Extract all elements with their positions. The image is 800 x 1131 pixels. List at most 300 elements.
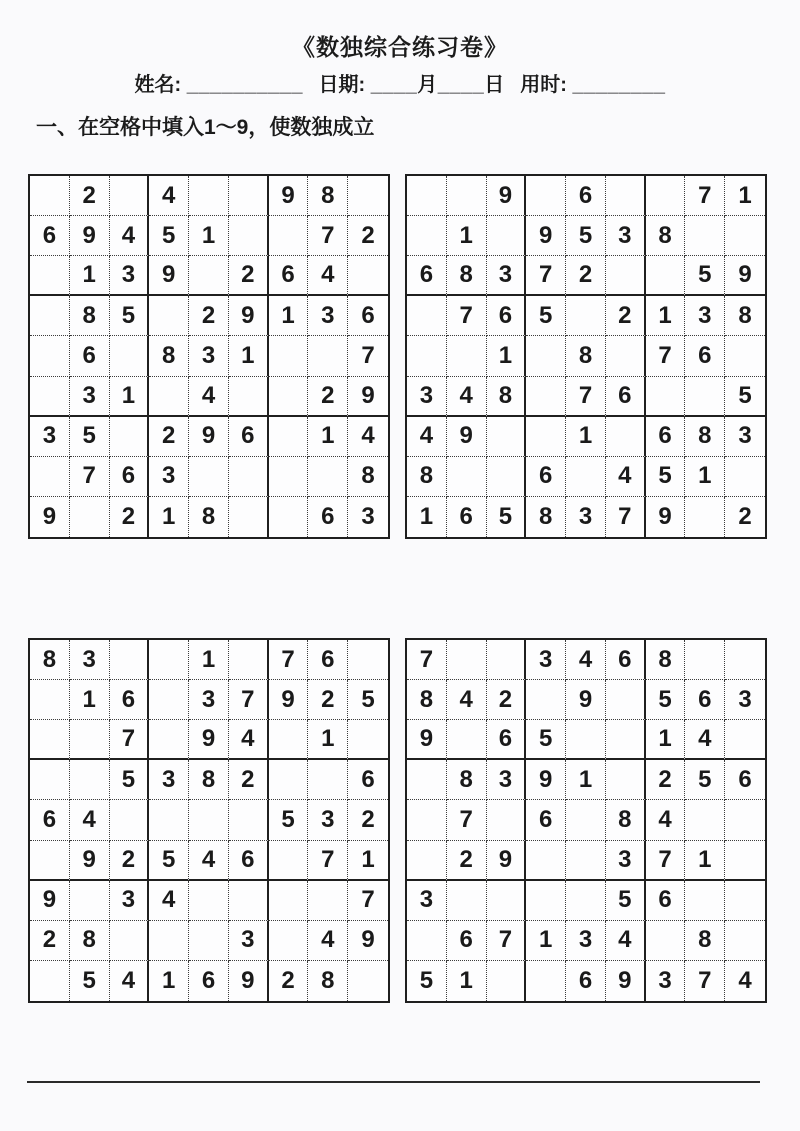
name-blank-field[interactable]: __________ — [186, 74, 303, 96]
sudoku-cell-empty[interactable] — [269, 760, 309, 800]
sudoku-cell-given: 4 — [149, 881, 189, 921]
sudoku-cell-given: 9 — [70, 216, 110, 256]
sudoku-cell-given: 1 — [487, 336, 527, 376]
sudoku-cell-empty[interactable] — [646, 377, 686, 417]
sudoku-cell-given: 2 — [229, 760, 269, 800]
sudoku-cell-given: 7 — [685, 961, 725, 1001]
sudoku-cell-empty[interactable] — [229, 176, 269, 216]
sudoku-cell-given: 9 — [447, 417, 487, 457]
sudoku-cell-given: 7 — [269, 640, 309, 680]
sudoku-cell-given: 8 — [685, 417, 725, 457]
sudoku-cell-given: 8 — [189, 497, 229, 537]
sudoku-cell-given: 3 — [189, 680, 229, 720]
sudoku-cell-given: 3 — [229, 921, 269, 961]
sudoku-cell-given: 2 — [229, 256, 269, 296]
sudoku-cell-given: 6 — [229, 841, 269, 881]
sudoku-cell-empty[interactable] — [725, 336, 765, 376]
sudoku-cell-given: 8 — [646, 216, 686, 256]
sudoku-cell-empty[interactable] — [189, 881, 229, 921]
sudoku-cell-given: 6 — [189, 961, 229, 1001]
sudoku-cell-given: 8 — [70, 296, 110, 336]
sudoku-cell-given: 1 — [348, 841, 388, 881]
sudoku-cell-empty[interactable] — [229, 216, 269, 256]
sudoku-cell-empty[interactable] — [229, 497, 269, 537]
sudoku-cell-empty[interactable] — [110, 640, 150, 680]
sudoku-cell-empty[interactable] — [606, 680, 646, 720]
sudoku-cell-given: 3 — [566, 921, 606, 961]
sudoku-cell-empty[interactable] — [308, 881, 348, 921]
sudoku-cell-given: 5 — [269, 800, 309, 840]
sudoku-cell-given: 8 — [646, 640, 686, 680]
sudoku-cell-given: 1 — [447, 961, 487, 1001]
sudoku-cell-empty[interactable] — [70, 497, 110, 537]
sudoku-cell-given: 9 — [646, 497, 686, 537]
sudoku-cell-empty[interactable] — [70, 760, 110, 800]
sudoku-cell-given: 4 — [110, 961, 150, 1001]
sudoku-cell-given: 2 — [269, 961, 309, 1001]
sudoku-cell-given: 6 — [646, 881, 686, 921]
sudoku-cell-given: 9 — [30, 881, 70, 921]
sudoku-cell-empty[interactable] — [526, 377, 566, 417]
sudoku-cell-given: 6 — [685, 680, 725, 720]
sudoku-cell-empty[interactable] — [269, 336, 309, 376]
sudoku-cell-empty[interactable] — [725, 720, 765, 760]
sudoku-cell-empty[interactable] — [30, 760, 70, 800]
sudoku-cell-empty[interactable] — [110, 800, 150, 840]
sudoku-cell-empty[interactable] — [646, 921, 686, 961]
sudoku-cell-given: 6 — [308, 497, 348, 537]
sudoku-cell-empty[interactable] — [269, 881, 309, 921]
sudoku-cell-empty[interactable] — [725, 881, 765, 921]
sudoku-cell-given: 4 — [348, 417, 388, 457]
sudoku-cell-empty[interactable] — [30, 720, 70, 760]
sudoku-cell-empty[interactable] — [30, 256, 70, 296]
sudoku-cell-given: 7 — [308, 216, 348, 256]
sudoku-cell-given: 9 — [487, 841, 527, 881]
sudoku-cell-given: 8 — [348, 457, 388, 497]
sudoku-cell-given: 2 — [606, 296, 646, 336]
sudoku-cell-given: 1 — [566, 760, 606, 800]
sudoku-cell-given: 6 — [487, 296, 527, 336]
sudoku-cell-given: 7 — [348, 336, 388, 376]
sudoku-cell-given: 6 — [110, 680, 150, 720]
sudoku-cell-given: 3 — [646, 961, 686, 1001]
sudoku-cell-empty[interactable] — [447, 640, 487, 680]
sudoku-cell-empty[interactable] — [447, 176, 487, 216]
sudoku-cell-empty[interactable] — [110, 176, 150, 216]
sudoku-cell-empty[interactable] — [70, 720, 110, 760]
sudoku-cell-given: 1 — [189, 216, 229, 256]
sudoku-cell-empty[interactable] — [110, 417, 150, 457]
sudoku-cell-given: 5 — [725, 377, 765, 417]
sudoku-cell-empty[interactable] — [606, 176, 646, 216]
sudoku-cell-given: 3 — [70, 377, 110, 417]
sudoku-cell-empty[interactable] — [30, 457, 70, 497]
sudoku-cell-empty[interactable] — [269, 497, 309, 537]
sudoku-cell-empty[interactable] — [269, 841, 309, 881]
sudoku-cell-empty[interactable] — [447, 881, 487, 921]
sudoku-cell-given: 9 — [348, 921, 388, 961]
sudoku-cell-given: 1 — [70, 256, 110, 296]
sudoku-cell-empty[interactable] — [229, 457, 269, 497]
sudoku-cell-given: 1 — [646, 720, 686, 760]
sudoku-cell-empty[interactable] — [348, 640, 388, 680]
sudoku-cell-given: 6 — [526, 457, 566, 497]
sudoku-cell-empty[interactable] — [229, 881, 269, 921]
sudoku-cell-empty[interactable] — [30, 841, 70, 881]
sudoku-cell-given: 4 — [566, 640, 606, 680]
sudoku-cell-empty[interactable] — [685, 497, 725, 537]
sudoku-cell-empty[interactable] — [685, 800, 725, 840]
sudoku-cell-given: 1 — [685, 841, 725, 881]
sudoku-cell-given: 8 — [447, 760, 487, 800]
sudoku-cell-empty[interactable] — [526, 336, 566, 376]
sudoku-cell-empty[interactable] — [229, 640, 269, 680]
sudoku-cell-given: 6 — [407, 256, 447, 296]
sudoku-cell-given: 7 — [606, 497, 646, 537]
sudoku-cell-given: 9 — [149, 256, 189, 296]
sudoku-cell-empty[interactable] — [149, 640, 189, 680]
sudoku-cell-given: 5 — [685, 256, 725, 296]
sudoku-cell-empty[interactable] — [447, 720, 487, 760]
sudoku-cell-empty[interactable] — [189, 921, 229, 961]
sudoku-grid-3 — [28, 638, 390, 1003]
sudoku-cell-given: 7 — [70, 457, 110, 497]
date-blank-field[interactable]: ____月____日 — [370, 74, 505, 96]
sudoku-cell-given: 6 — [566, 176, 606, 216]
sudoku-cell-empty[interactable] — [606, 760, 646, 800]
sudoku-cell-empty[interactable] — [566, 296, 606, 336]
sudoku-cell-empty[interactable] — [229, 800, 269, 840]
sudoku-cell-empty[interactable] — [269, 377, 309, 417]
sudoku-cell-empty[interactable] — [30, 176, 70, 216]
sudoku-cell-given: 1 — [447, 216, 487, 256]
sudoku-cell-given: 3 — [526, 640, 566, 680]
sudoku-cell-given: 5 — [110, 760, 150, 800]
sudoku-cell-empty[interactable] — [407, 296, 447, 336]
sudoku-cell-given: 3 — [110, 256, 150, 296]
sudoku-cell-given: 2 — [308, 680, 348, 720]
sudoku-cell-empty[interactable] — [189, 800, 229, 840]
sudoku-cell-given: 4 — [447, 680, 487, 720]
sudoku-cell-given: 3 — [606, 841, 646, 881]
sudoku-cell-empty[interactable] — [447, 336, 487, 376]
sudoku-cell-given: 6 — [725, 760, 765, 800]
sudoku-cell-given: 7 — [487, 921, 527, 961]
sudoku-cell-empty[interactable] — [566, 720, 606, 760]
sudoku-cell-given: 7 — [348, 881, 388, 921]
sudoku-cell-given: 5 — [70, 417, 110, 457]
sudoku-cell-given: 3 — [407, 881, 447, 921]
sudoku-cell-empty[interactable] — [30, 961, 70, 1001]
sudoku-cell-given: 1 — [308, 417, 348, 457]
sudoku-cell-empty[interactable] — [149, 800, 189, 840]
sudoku-cell-empty[interactable] — [110, 921, 150, 961]
sudoku-cell-given: 4 — [738, 966, 752, 994]
sudoku-cell-given: 9 — [487, 176, 527, 216]
sudoku-cell-given: 6 — [308, 640, 348, 680]
sudoku-cell-given: 1 — [646, 296, 686, 336]
sudoku-cell-empty[interactable] — [566, 457, 606, 497]
sudoku-cell-empty[interactable] — [149, 680, 189, 720]
sudoku-cell-given: 6 — [526, 800, 566, 840]
sudoku-cell-given: 3 — [685, 296, 725, 336]
sudoku-grid-2 — [405, 174, 767, 539]
sudoku-cell-empty[interactable] — [685, 640, 725, 680]
sudoku-cell-empty[interactable] — [189, 176, 229, 216]
sudoku-cell-empty[interactable] — [348, 176, 388, 216]
sudoku-cell-given: 4 — [447, 377, 487, 417]
sudoku-cell-given: 1 — [685, 457, 725, 497]
sudoku-cell-empty[interactable] — [70, 881, 110, 921]
sudoku-cell-given: 6 — [606, 377, 646, 417]
sudoku-cell-empty[interactable] — [269, 720, 309, 760]
sudoku-cell-empty[interactable] — [566, 841, 606, 881]
sudoku-grid-1 — [28, 174, 390, 539]
sudoku-cell-given: 6 — [229, 417, 269, 457]
sudoku-cell-given: 1 — [725, 176, 765, 216]
sudoku-cell-empty[interactable] — [407, 760, 447, 800]
sudoku-cell-given: 6 — [566, 961, 606, 1001]
sudoku-cell-empty[interactable] — [308, 760, 348, 800]
sudoku-cell-given: 1 — [566, 417, 606, 457]
sudoku-cell-given: 8 — [487, 377, 527, 417]
sudoku-cell-given: 3 — [110, 881, 150, 921]
sudoku-cell-empty[interactable] — [526, 961, 566, 1001]
sudoku-cell-given: 5 — [348, 680, 388, 720]
sudoku-cell-empty[interactable] — [606, 256, 646, 296]
sudoku-cell-given: 9 — [70, 841, 110, 881]
sudoku-cell-empty[interactable] — [30, 336, 70, 376]
sudoku-cell-given: 3 — [361, 502, 375, 530]
sudoku-cell-given: 7 — [110, 720, 150, 760]
sudoku-cell-given: 9 — [229, 961, 269, 1001]
sudoku-cell-given: 8 — [447, 256, 487, 296]
sudoku-cell-given: 9 — [407, 720, 447, 760]
sudoku-cell-given: 2 — [487, 680, 527, 720]
sudoku-cell-empty[interactable] — [189, 256, 229, 296]
sudoku-cell-given: 4 — [110, 216, 150, 256]
sudoku-grids-container — [28, 174, 767, 1003]
sudoku-cell-given: 6 — [348, 296, 388, 336]
sudoku-cell-given: 5 — [685, 760, 725, 800]
sudoku-cell-empty[interactable] — [30, 680, 70, 720]
sudoku-cell-empty[interactable] — [606, 336, 646, 376]
sudoku-cell-given: 3 — [149, 760, 189, 800]
sudoku-cell-given: 2 — [189, 296, 229, 336]
sudoku-cell-given: 2 — [646, 760, 686, 800]
sudoku-cell-given: 4 — [70, 800, 110, 840]
sudoku-cell-empty[interactable] — [348, 256, 388, 296]
sudoku-cell-given: 7 — [646, 336, 686, 376]
sudoku-cell-given: 7 — [407, 640, 447, 680]
sudoku-cell-given: 5 — [70, 961, 110, 1001]
sudoku-cell-given: 6 — [646, 417, 686, 457]
sudoku-cell-empty[interactable] — [487, 800, 527, 840]
date-label: 日期: — [318, 74, 366, 96]
sudoku-cell-given: 9 — [526, 760, 566, 800]
sudoku-cell-given: 8 — [149, 336, 189, 376]
sudoku-cell-given: 8 — [308, 961, 348, 1001]
sudoku-cell-given: 1 — [407, 497, 447, 537]
sudoku-cell-empty[interactable] — [149, 377, 189, 417]
sudoku-cell-given: 4 — [407, 417, 447, 457]
sudoku-cell-given: 8 — [407, 680, 447, 720]
sudoku-cell-empty[interactable] — [487, 881, 527, 921]
sudoku-cell-given: 1 — [269, 296, 309, 336]
sudoku-cell-given: 3 — [407, 377, 447, 417]
time-blank-field[interactable]: ________ — [572, 74, 666, 96]
sudoku-cell-given: 6 — [348, 760, 388, 800]
sudoku-cell-given: 6 — [70, 336, 110, 376]
sudoku-cell-empty[interactable] — [526, 176, 566, 216]
sudoku-cell-empty[interactable] — [646, 176, 686, 216]
sudoku-cell-empty[interactable] — [526, 841, 566, 881]
sudoku-cell-given: 6 — [487, 720, 527, 760]
sudoku-cell-given: 5 — [526, 720, 566, 760]
sudoku-cell-given: 3 — [70, 640, 110, 680]
sudoku-cell-empty[interactable] — [725, 640, 765, 680]
sudoku-cell-empty[interactable] — [447, 457, 487, 497]
sudoku-cell-given: 8 — [30, 640, 70, 680]
sudoku-cell-empty[interactable] — [407, 176, 447, 216]
sudoku-cell-empty[interactable] — [725, 921, 765, 961]
sudoku-cell-empty[interactable] — [110, 336, 150, 376]
sudoku-cell-given: 9 — [229, 296, 269, 336]
sudoku-cell-given: 9 — [348, 377, 388, 417]
sudoku-cell-given: 9 — [566, 680, 606, 720]
sudoku-cell-empty[interactable] — [487, 961, 527, 1001]
sudoku-cell-empty[interactable] — [30, 377, 70, 417]
sudoku-cell-empty[interactable] — [149, 720, 189, 760]
sudoku-cell-given: 9 — [269, 176, 309, 216]
sudoku-cell-empty[interactable] — [308, 336, 348, 376]
sudoku-cell-given: 9 — [30, 497, 70, 537]
sudoku-cell-given: 3 — [308, 296, 348, 336]
sudoku-cell-given: 8 — [566, 336, 606, 376]
sudoku-cell-empty[interactable] — [725, 841, 765, 881]
sudoku-cell-empty[interactable] — [269, 417, 309, 457]
sudoku-cell-empty[interactable] — [487, 640, 527, 680]
sudoku-cell-empty[interactable] — [526, 680, 566, 720]
sudoku-cell-empty[interactable] — [487, 216, 527, 256]
sudoku-cell-given: 4 — [308, 256, 348, 296]
sudoku-cell-empty[interactable] — [685, 377, 725, 417]
sudoku-cell-given: 5 — [407, 961, 447, 1001]
sudoku-cell-empty[interactable] — [685, 881, 725, 921]
sudoku-cell-empty[interactable] — [308, 457, 348, 497]
sudoku-cell-given: 8 — [308, 176, 348, 216]
sudoku-cell-given: 3 — [308, 800, 348, 840]
sudoku-cell-empty[interactable] — [606, 720, 646, 760]
sudoku-cell-given: 3 — [725, 680, 765, 720]
sudoku-cell-given: 6 — [110, 457, 150, 497]
sudoku-cell-given: 1 — [149, 961, 189, 1001]
sudoku-cell-given: 7 — [229, 680, 269, 720]
sudoku-cell-given: 3 — [725, 417, 765, 457]
sudoku-cell-empty[interactable] — [269, 457, 309, 497]
sudoku-cell-empty[interactable] — [685, 216, 725, 256]
sudoku-cell-given: 9 — [189, 720, 229, 760]
sudoku-cell-empty[interactable] — [407, 800, 447, 840]
sudoku-cell-given: 7 — [685, 176, 725, 216]
sudoku-cell-given: 1 — [70, 680, 110, 720]
sudoku-cell-given: 5 — [487, 497, 527, 537]
sudoku-cell-given: 3 — [189, 336, 229, 376]
sudoku-cell-given: 6 — [30, 216, 70, 256]
sudoku-cell-given: 4 — [149, 176, 189, 216]
sudoku-cell-empty[interactable] — [348, 961, 388, 1001]
sudoku-cell-given: 1 — [229, 336, 269, 376]
sudoku-cell-given: 4 — [308, 921, 348, 961]
sudoku-cell-given: 2 — [447, 841, 487, 881]
sudoku-cell-empty[interactable] — [646, 256, 686, 296]
sudoku-cell-given: 7 — [447, 800, 487, 840]
sudoku-cell-empty[interactable] — [229, 377, 269, 417]
sudoku-cell-given: 6 — [447, 497, 487, 537]
time-label: 用时: — [520, 74, 567, 96]
sudoku-cell-given: 4 — [189, 841, 229, 881]
sudoku-cell-empty[interactable] — [487, 417, 527, 457]
sudoku-cell-given: 7 — [526, 256, 566, 296]
footer-divider-line — [27, 1081, 760, 1083]
name-label: 姓名: — [134, 74, 182, 96]
sudoku-cell-given: 4 — [229, 720, 269, 760]
sudoku-cell-given: 1 — [189, 640, 229, 680]
sudoku-cell-empty[interactable] — [269, 216, 309, 256]
sudoku-cell-given: 9 — [189, 417, 229, 457]
sudoku-grid-4 — [405, 638, 767, 1003]
sudoku-cell-empty[interactable] — [407, 336, 447, 376]
sudoku-cell-given: 8 — [407, 457, 447, 497]
sudoku-cell-empty[interactable] — [30, 296, 70, 336]
sudoku-cell-empty[interactable] — [487, 457, 527, 497]
sudoku-cell-given: 2 — [149, 417, 189, 457]
sudoku-cell-given: 8 — [725, 296, 765, 336]
sudoku-cell-empty[interactable] — [606, 417, 646, 457]
sudoku-cell-empty[interactable] — [407, 841, 447, 881]
sudoku-cell-given: 4 — [646, 800, 686, 840]
sudoku-cell-empty[interactable] — [725, 800, 765, 840]
sudoku-cell-empty[interactable] — [526, 881, 566, 921]
sudoku-cell-given: 7 — [447, 296, 487, 336]
sudoku-cell-empty[interactable] — [149, 296, 189, 336]
sudoku-cell-empty[interactable] — [348, 720, 388, 760]
sudoku-cell-given: 9 — [269, 680, 309, 720]
sudoku-cell-given: 2 — [348, 216, 388, 256]
sudoku-cell-given: 5 — [566, 216, 606, 256]
sudoku-cell-given: 6 — [30, 800, 70, 840]
sudoku-cell-empty[interactable] — [149, 921, 189, 961]
sudoku-cell-empty[interactable] — [725, 457, 765, 497]
sudoku-cell-given: 6 — [685, 336, 725, 376]
sudoku-cell-empty[interactable] — [407, 216, 447, 256]
sudoku-cell-empty[interactable] — [526, 417, 566, 457]
sudoku-cell-given: 5 — [149, 216, 189, 256]
sudoku-cell-empty[interactable] — [566, 881, 606, 921]
sudoku-cell-given: 9 — [606, 961, 646, 1001]
sudoku-cell-empty[interactable] — [725, 216, 765, 256]
sudoku-cell-given: 3 — [149, 457, 189, 497]
sudoku-cell-empty[interactable] — [407, 921, 447, 961]
info-line — [0, 72, 800, 99]
sudoku-cell-empty[interactable] — [566, 800, 606, 840]
sudoku-cell-empty[interactable] — [189, 457, 229, 497]
sudoku-cell-given: 2 — [308, 377, 348, 417]
sudoku-cell-given: 3 — [30, 417, 70, 457]
sudoku-cell-given: 9 — [725, 256, 765, 296]
sudoku-cell-empty[interactable] — [269, 921, 309, 961]
